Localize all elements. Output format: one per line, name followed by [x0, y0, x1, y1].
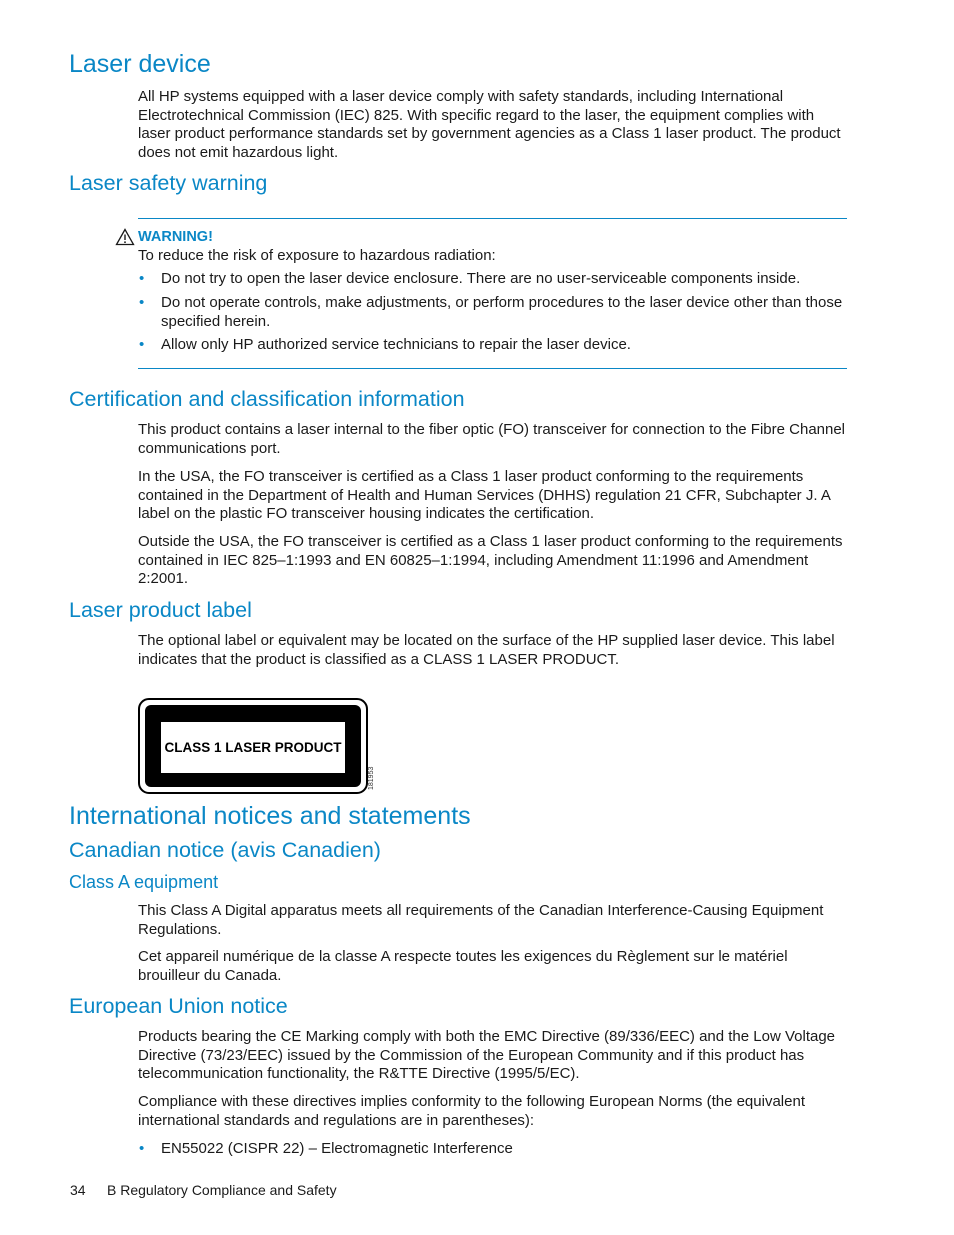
page-number: 34	[70, 1182, 86, 1198]
footer-chapter-title: B Regulatory Compliance and Safety	[107, 1182, 337, 1198]
certification-paragraph: Outside the USA, the FO transceiver is certified as a Class 1 laser product conforming to the requirements contained in IEC 825–1:1993 and EN 60825–1:1994, including Amendment 11:1996 and Amendment 2:2001.	[138, 533, 843, 588]
label-black-border	[145, 705, 361, 787]
heading-laser-product-label: Laser product label	[69, 598, 252, 622]
warning-intro: To reduce the risk of exposure to hazardous radiation:	[138, 247, 496, 264]
heading-class-a-equipment: Class A equipment	[69, 872, 219, 892]
class1-laser-label-image	[138, 698, 368, 794]
figure-id: 181953	[368, 766, 375, 790]
warning-bottom-rule	[138, 368, 847, 369]
heading-certification: Certification and classification information	[69, 387, 465, 411]
european-paragraph: Products bearing the CE Marking comply with both the EMC Directive (89/336/EEC) and the Low Voltage Directive (73/23/EEC) issued by the Commission of the European Community and if this product has telecommunication functionality, the R&TTE Directive (1995/5/EC).	[138, 1028, 836, 1083]
heading-european-union-notice: European Union notice	[69, 994, 288, 1018]
european-bullet-item: EN55022 (CISPR 22) – Electromagnetic Interference	[161, 1140, 513, 1157]
bullet-dot-icon: •	[139, 336, 145, 353]
warning-top-rule	[138, 218, 847, 219]
laser-label-paragraph: The optional label or equivalent may be located on the surface of the HP supplied laser device. This label indicates that the product is classified as a CLASS 1 LASER PRODUCT.	[138, 632, 835, 668]
heading-laser-safety-warning: Laser safety warning	[69, 171, 268, 195]
warning-bullet-item: Allow only HP authorized service technicians to repair the laser device.	[161, 336, 631, 353]
heading-international: International notices and statements	[69, 802, 471, 830]
label-white-panel	[161, 722, 345, 773]
certification-paragraph: In the USA, the FO transceiver is certified as a Class 1 laser product conforming to the requirements contained in the Department of Health and Human Services (DHHS) regulation 21 CFR, Subchapter J. A label on the plastic FO transceiver housing indicates the certification.	[138, 468, 831, 523]
warning-label: WARNING!	[138, 229, 213, 245]
warning-triangle-icon	[115, 228, 135, 246]
warning-bullet-item: Do not try to open the laser device enclosure. There are no user-serviceable components inside.	[161, 270, 801, 287]
warning-bullet-item: Do not operate controls, make adjustments, or perform procedures to the laser device other than those specified herein.	[161, 294, 843, 330]
canadian-paragraph: This Class A Digital apparatus meets all requirements of the Canadian Interference-Causing Equipment Regulations.	[138, 902, 824, 938]
bullet-dot-icon: •	[139, 270, 145, 287]
label-text: CLASS 1 LASER PRODUCT	[164, 740, 342, 755]
heading-laser-device: Laser device	[69, 50, 211, 78]
laser-device-paragraph: All HP systems equipped with a laser device comply with safety standards, including International Electrotechnical Commission (IEC) 825. With specific regard to the laser, the equipment complies with laser product performance standards set by government agencies as a Class 1 laser product. The product does not emit hazardous light.	[138, 88, 841, 162]
bullet-dot-icon: •	[139, 1140, 145, 1157]
canadian-paragraph: Cet appareil numérique de la classe A respecte toutes les exigences du Règlement sur le matériel brouilleur du Canada.	[138, 948, 788, 984]
certification-paragraph: This product contains a laser internal to the fiber optic (FO) transceiver for connection to the Fibre Channel communications port.	[138, 421, 846, 457]
bullet-dot-icon: •	[139, 294, 145, 311]
european-paragraph: Compliance with these directives implies conformity to the following European Norms (the equivalent international standards and regulations are in parentheses):	[138, 1093, 805, 1129]
heading-canadian-notice: Canadian notice (avis Canadien)	[69, 838, 381, 862]
